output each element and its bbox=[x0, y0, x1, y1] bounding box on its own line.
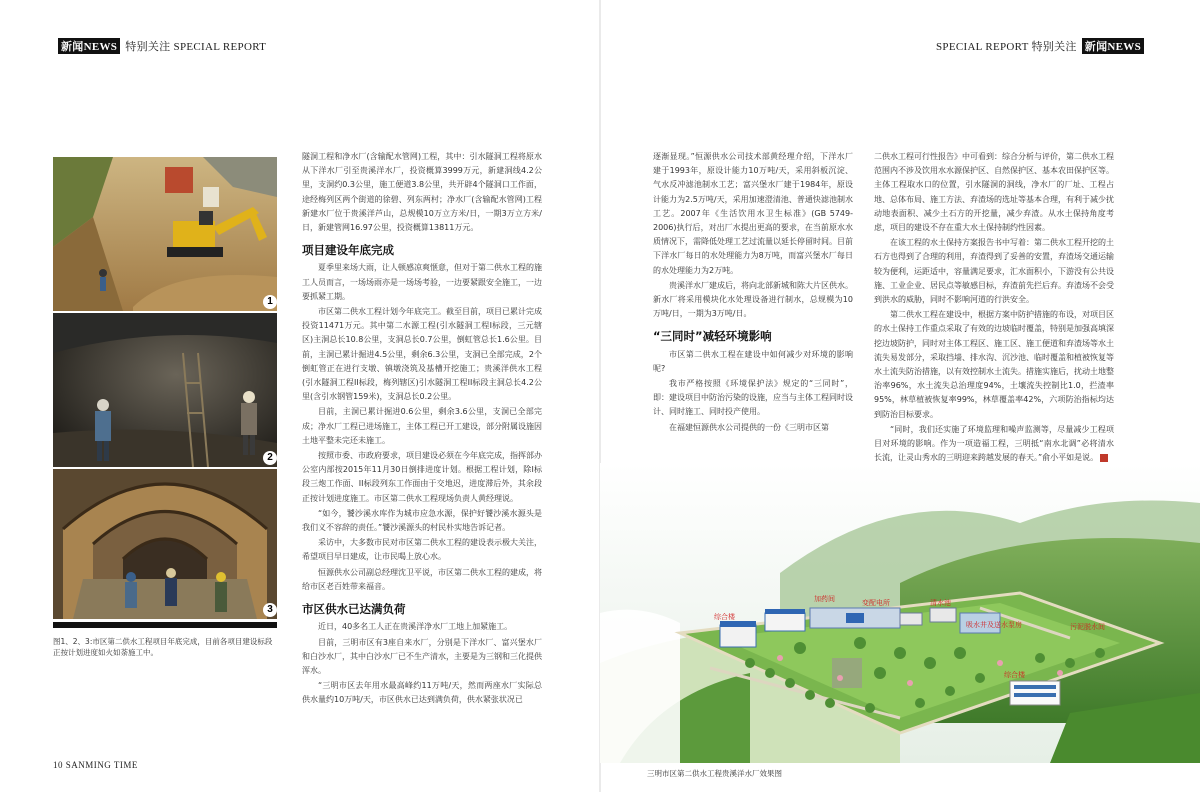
photo-number-badge: 1 bbox=[263, 295, 277, 309]
building-label: 加药间 bbox=[814, 595, 835, 603]
paragraph: 近日，40多名工人正在贵溪洋净水厂工地上加紧施工。 bbox=[318, 622, 513, 632]
building-label: 综合楼 bbox=[1004, 671, 1025, 679]
paragraph: “同时，我们还实施了环境监理和噪声监测等，尽量减少工程项目对环境的影响。作为一项造福工程，三明抵“南水北调”必将清水长流，让灵山秀水的三明迎来跨越发展的春天。”俞小平如是说。 bbox=[874, 424, 1114, 463]
article-column-1 bbox=[302, 150, 542, 709]
paragraph: “三明市区去年用水最高峰约11万吨/天，然而两座水厂实际总供水量约10万吨/天，市区供水已达到满负荷，供水紧张状况已 bbox=[302, 681, 542, 705]
article-column-2 bbox=[653, 150, 853, 436]
section-heading: 项目建设年底完成 bbox=[302, 243, 394, 258]
paragraph: 在该工程的水土保持方案报告书中写着：第二供水工程开挖的土石方也得到了合理的利用，弃渣得到了妥善的安置，弃渣场交通运输较为便利，运距适中，容量满足要求，汇水面积小，下游没有公共设施、工业企业、居民点等敏感目标，弃渣前先拦后弃。弃渣场不会受到洪水的威胁，同时不影响河道的行洪安全。 bbox=[874, 238, 1114, 305]
building-label: 污泥脱水间 bbox=[1070, 623, 1105, 631]
article-column-3 bbox=[874, 150, 1114, 466]
paragraph: 在福建恒源供水公司提供的一份《三明市区第 bbox=[669, 422, 829, 432]
water-plant-rendering bbox=[600, 463, 1200, 763]
page-footer: 10 SANMING TIME bbox=[53, 760, 138, 770]
right-page-header bbox=[936, 38, 1146, 54]
paragraph: 目前，三明市区有3座自来水厂，分别是下洋水厂、富兴堡水厂和白沙水厂，其中白沙水厂已不生产清水，主要是为三钢和三化提供浑水。 bbox=[302, 637, 542, 675]
paragraph: 采访中，大多数市民对市区第二供水工程的建设表示极大关注，希望项目早日建成，让市民喝上放心水。 bbox=[302, 538, 542, 562]
building-label: 变配电所 bbox=[862, 599, 890, 607]
caption-rule bbox=[53, 622, 277, 628]
section-title: 特别关注 SPECIAL REPORT bbox=[125, 41, 267, 53]
paragraph: 市区第二供水工程在建设中如何减少对环境的影响呢? bbox=[653, 349, 853, 373]
news-badge: 新闻NEWS bbox=[1082, 38, 1144, 54]
news-badge: 新闻NEWS bbox=[58, 38, 120, 54]
building-label: 吸水井及送水泵房 bbox=[966, 621, 1022, 629]
paragraph: 按照市委、市政府要求，项目建设必须在今年底完成，指挥部办公室内部按2015年11月30日倒排进度计划。根据工程计划，除I标段三炮工作面、II标段列东工作面由于交地迟，进度滞后外，其余段正按计划进度施工。市区第二供水工程现场负责人黄经理说。 bbox=[302, 451, 542, 503]
paragraph: 逐渐显现。”恒源供水公司技术部黄经理介绍，下洋水厂建于1993年，原设计能力10万吨/天，采用斜板沉淀、气水反冲滤池制水工艺；富兴堡水厂建于1984年，原设计能力为2.5万吨/天，采用加速澄清池、普通快滤池制水工艺。2007年《生活饮用水卫生标准》(GB 5749-2006)执行后，对出厂水提出更高的要求，在当前原水水质情况下，需降低处理工艺过流量以延长停留时间。目前下洋水厂每日的水处理能力为8万吨，而富兴堡水厂每日的水处理能力为2万吨。 bbox=[653, 152, 853, 275]
paragraph: 夏季里来场大雨，让人顿感凉爽惬意，但对于第二供水工程的施工人员而言，一场场雨亦是一场场考验，一边要紧跟安全施工，一边要抓紧工期。 bbox=[302, 263, 542, 301]
building-label: 综合楼 bbox=[714, 613, 735, 621]
paragraph: “如今，饕沙溪水库作为城市应急水源，保护好饕沙溪水源头是我们义不容辞的责任。”饕沙溪源头的村民朴实地告诉记者。 bbox=[302, 508, 542, 533]
section-heading: 市区供水已达满负荷 bbox=[302, 602, 406, 617]
photo-caption: 图1、2、3:市区第二供水工程项目年底完成，目前各项目建设标段正按计划进度如火如荼施工中。 bbox=[53, 637, 273, 657]
paragraph: 我市严格按照《环境保护法》规定的“三同时”，即：建设项目中防治污染的设施，应当与主体工程同时设计、同时施工、同时投产使用。 bbox=[653, 379, 853, 417]
section-title: SPECIAL REPORT 特别关注 bbox=[935, 41, 1077, 53]
construction-photo-2 bbox=[53, 313, 277, 467]
construction-photo-1 bbox=[53, 157, 277, 311]
rendering-caption: 三明市区第二供水工程贵溪洋水厂效果图 bbox=[647, 769, 782, 778]
paragraph: 市区第二供水工程计划今年底完工。截至目前，项目已累计完成投资11471万元。其中第二水源工程(引水隧洞工程I标段，三元辖区)主洞总长10.8公里，支洞总长0.7公里，倒虹管总长1.6公里。目前，主洞已累计掘进4.5公里，剩余6.3公里，支洞已全部完成，2个倒虹管正在进行支墩、镇墩浇筑及基槽开挖施工；贵溪洋供水工程(引水隧洞工程II标段，梅列辖区)引水隧洞工程II标段主洞总长4.2公里(含引水钢管159米)，支洞总长0.2公里。 bbox=[302, 307, 542, 402]
paragraph: 隧洞工程和净水厂(含输配水管网)工程，其中：引水隧洞工程将原水从下洋水厂引至贵溪洋水厂，投资概算3999万元，新建洞线4.2公里，支洞约0.3公里，施工便道3.8公里，共开辟4个隧洞口工作面，途经梅列区两个街道的徐碧、列东两村；净水厂(含输配水管网)工程新建水厂位于贵溪洋芦山，总规模10万立方米/日，一期3万立方米/日，新建管网16.97公里，投资概算13811万元。 bbox=[302, 152, 542, 233]
paragraph: 贵溪洋水厂建成后，将向北部新城和陈大片区供水。新水厂将采用模块化水处理设备进行制水，总规模为10万吨/日，一期为3万吨/日。 bbox=[653, 280, 853, 319]
photo-number-badge: 3 bbox=[263, 603, 277, 617]
paragraph: 恒源供水公司副总经理沈卫平说，市区第二供水工程的建成，将给市区老百姓带来福音。 bbox=[302, 567, 542, 591]
paragraph: 二供水工程可行性报告》中可看到：综合分析与评价，第二供水工程范围内不涉及饮用水水源保护区、自然保护区、基本农田保护区等。主体工程取水口的位置，引水隧洞的洞线，净水厂的厂址、工程占地、总体布局、施工方法、弃渣场的选址等基本合理，有利于减少扰动地表面积、减少土石方的开挖量，减少弃渣。从水土保持角度考虑，项目的建设不存在重大水土保持制约性因素。 bbox=[874, 152, 1114, 233]
photo-number-badge: 2 bbox=[263, 451, 277, 465]
construction-photo-3 bbox=[53, 469, 277, 619]
left-page-header bbox=[56, 38, 266, 54]
paragraph: 第二供水工程在建设中，根据方案中防护措施的布设，对项目区的水土保持工作重点采取了有效的边坡临时覆盖，特别是加强高填深挖边坡防护，同时对主体工程区、施工区、施工便道和弃渣场等水土流失易发部分，采取挡墙、排水沟、沉沙池、临时覆盖和植被恢复等水土流失防治措施，以有效控制水土流失。措施实施后，扰动土地整治率96%，水土流失总治理度94%，土壤流失控制比1.0，拦渣率95%，林草植被恢复率99%，林草覆盖率42%，六项防治指标均达到防治目标要求。 bbox=[874, 310, 1114, 419]
building-label: 清水池 bbox=[930, 599, 951, 607]
paragraph: 目前，主洞已累计掘进0.6公里，剩余3.6公里，支洞已全部完成；净水厂工程已进场施工，主体工程已开工建设，部分附属设施因土地平整未完还未施工。 bbox=[302, 407, 542, 445]
section-heading: “三同时”减轻环境影响 bbox=[653, 329, 772, 344]
article-end-mark bbox=[1100, 454, 1108, 462]
